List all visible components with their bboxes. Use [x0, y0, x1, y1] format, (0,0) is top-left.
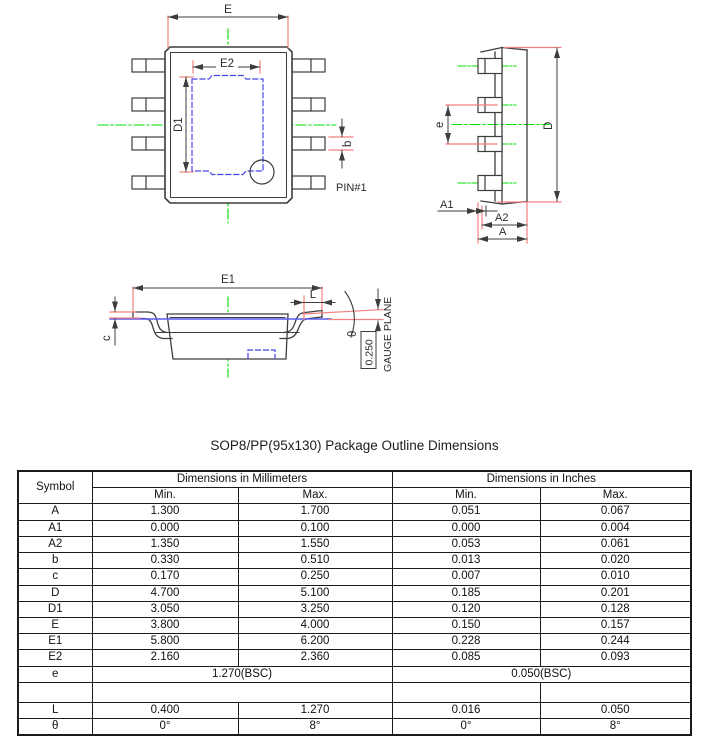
side-view: [434, 48, 561, 244]
table-cell: 8°: [540, 719, 691, 736]
table-cell: 0.004: [540, 520, 691, 536]
table-cell: 0.010: [540, 569, 691, 585]
table-row: [18, 601, 691, 617]
table-row: [18, 617, 691, 633]
pin: [292, 137, 325, 150]
table-row: [18, 634, 691, 650]
dim-label-A1: A1: [440, 199, 454, 211]
dim-label-D: D: [543, 121, 555, 130]
table-row: [18, 719, 691, 736]
table-cell: θ: [18, 719, 92, 736]
dim-label-b: b: [342, 140, 354, 147]
table-cell: 2.360: [238, 650, 392, 666]
dim-label-c: c: [101, 335, 113, 341]
table-cell: 2.160: [92, 650, 238, 666]
table-cell: E2: [18, 650, 92, 666]
table-cell: 1.350: [92, 536, 238, 552]
table-cell: c: [18, 569, 92, 585]
pin: [292, 59, 325, 72]
col-header-in-min: Min.: [392, 488, 540, 504]
page-title: SOP8/PP(95x130) Package Outline Dimensions: [210, 438, 499, 453]
dim-label-e: e: [434, 121, 446, 128]
table-cell: 1.300: [92, 504, 238, 520]
table-cell: E: [18, 617, 92, 633]
table-cell: D: [18, 585, 92, 601]
pin1-label: PIN#1: [336, 182, 367, 194]
table-cell: b: [18, 553, 92, 569]
dim-label-D1: D1: [173, 117, 185, 132]
table-header-row: [18, 471, 691, 488]
table-cell: 4.700: [92, 585, 238, 601]
gauge-plane-label: GAUGE PLANE: [382, 296, 394, 372]
table-cell: 0.093: [540, 650, 691, 666]
table-cell: A1: [18, 520, 92, 536]
table-cell: D1: [18, 601, 92, 617]
table-cell: 0.013: [392, 553, 540, 569]
table-cell: 0.510: [238, 553, 392, 569]
table-cell: 1.270(BSC): [92, 666, 392, 682]
table-cell: e: [18, 666, 92, 682]
table-cell: 3.250: [238, 601, 392, 617]
table-cell: 0.050: [540, 702, 691, 718]
table-cell: [540, 682, 691, 702]
table-cell: 4.000: [238, 617, 392, 633]
table-subheader-row: [18, 488, 691, 504]
table-row: [18, 504, 691, 520]
table-cell: 0.020: [540, 553, 691, 569]
dim-label-A: A: [499, 226, 507, 238]
table-cell: 0.170: [92, 569, 238, 585]
table-cell: 0.244: [540, 634, 691, 650]
table-cell: A: [18, 504, 92, 520]
table-row: [18, 650, 691, 666]
table-cell: [18, 682, 92, 702]
table-cell: 0.053: [392, 536, 540, 552]
table-cell: 0.157: [540, 617, 691, 633]
col-header-in-max: Max.: [540, 488, 691, 504]
table-cell: 6.200: [238, 634, 392, 650]
table-cell: 0.061: [540, 536, 691, 552]
pin: [292, 176, 325, 189]
table-row: [18, 520, 691, 536]
table-cell: A2: [18, 536, 92, 552]
table-cell: E1: [18, 634, 92, 650]
table-cell: 0.201: [540, 585, 691, 601]
table-cell: 0.250: [238, 569, 392, 585]
table-cell: 3.050: [92, 601, 238, 617]
table-row: [18, 585, 691, 601]
dim-label-A2: A2: [495, 212, 509, 224]
gauge-value-label: 0.250: [363, 339, 376, 366]
pin: [132, 176, 165, 189]
dim-label-theta: θ: [347, 330, 359, 337]
table-cell: 0°: [392, 719, 540, 736]
pin: [292, 98, 325, 111]
table-cell: 5.100: [238, 585, 392, 601]
front-view: [101, 274, 394, 377]
dim-label-E: E: [223, 2, 233, 16]
table-row: [18, 666, 691, 682]
table-cell: L: [18, 702, 92, 718]
col-header-inches: Dimensions in Inches: [392, 471, 691, 488]
col-header-mm: Dimensions in Millimeters: [92, 471, 392, 488]
table-row: [18, 702, 691, 718]
table-row: [18, 553, 691, 569]
table-cell: 3.800: [92, 617, 238, 633]
table-cell: 5.800: [92, 634, 238, 650]
col-header-symbol: Symbol: [18, 471, 92, 504]
col-header-mm-max: Max.: [238, 488, 392, 504]
table-cell: 0.185: [392, 585, 540, 601]
col-header-mm-min: Min.: [92, 488, 238, 504]
dim-label-E2: E2: [219, 58, 235, 70]
pin: [132, 59, 165, 72]
pin: [478, 176, 502, 191]
package-front-outline: [133, 311, 322, 360]
table-cell: 8°: [238, 719, 392, 736]
table-row: [18, 682, 691, 702]
table-cell: 1.700: [238, 504, 392, 520]
table-cell: 0.085: [392, 650, 540, 666]
dimensions-table: [17, 470, 692, 736]
table-cell: 0.128: [540, 601, 691, 617]
table-cell: 0.050(BSC): [392, 666, 691, 682]
table-cell: 0.228: [392, 634, 540, 650]
pin: [478, 59, 502, 74]
table-cell: 1.270: [238, 702, 392, 718]
table-cell: 0.067: [540, 504, 691, 520]
table-cell: 0.400: [92, 702, 238, 718]
table-cell: 0.100: [238, 520, 392, 536]
pin: [132, 98, 165, 111]
table-cell: 0.000: [92, 520, 238, 536]
table-cell: [92, 682, 392, 702]
table-cell: 0.150: [392, 617, 540, 633]
dim-label-E1: E1: [220, 274, 236, 286]
table-row: [18, 536, 691, 552]
table-cell: 0.330: [92, 553, 238, 569]
top-view: [98, 2, 367, 223]
table-cell: 0.007: [392, 569, 540, 585]
table-cell: 0.000: [392, 520, 540, 536]
lead-angle-arc: [345, 292, 354, 338]
table-cell: 1.550: [238, 536, 392, 552]
pin: [132, 137, 165, 150]
table-cell: 0.120: [392, 601, 540, 617]
table-cell: [392, 682, 540, 702]
table-cell: 0°: [92, 719, 238, 736]
center-lines: [452, 66, 549, 183]
table-cell: 0.016: [392, 702, 540, 718]
table-row: [18, 569, 691, 585]
table-cell: 0.051: [392, 504, 540, 520]
dim-label-L: L: [309, 289, 317, 301]
